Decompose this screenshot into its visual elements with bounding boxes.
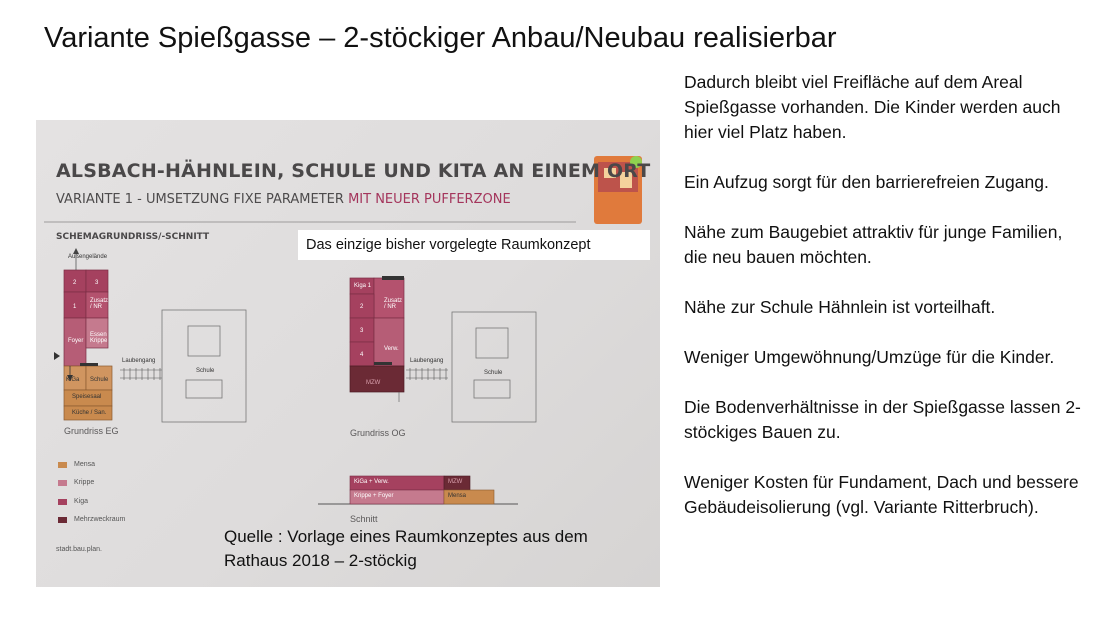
legend-swatch-krippe [58,480,67,486]
schema-label: SCHEMAGRUNDRISS/-SCHNITT [56,232,210,242]
label-og-laubengang: Laubengang [410,358,444,364]
overlay-note: Das einzige bisher vorgelegte Raumkonzept [298,230,650,260]
og-laubengang [406,368,448,380]
eg-school-building [162,310,246,422]
plan-heading: ALSBACH-HÄHNLEIN, SCHULE UND KITA AN EINEM ORT [56,160,651,182]
label-section-mzw: MZW [448,479,463,485]
caption-grundriss-eg: Grundriss EG [64,426,119,436]
plan-subtitle-main: VARIANTE 1 - UMSETZUNG FIXE PARAMETER [56,192,344,207]
legend-label-krippe: Krippe [74,479,95,486]
label-eg-kiga: KiGa [66,377,80,383]
legend-label-mensa: Mensa [74,461,96,468]
floor-plan-photo [36,120,660,587]
og-school-building [452,312,536,422]
paragraph-boden: Die Bodenverhältnisse in der Spießgasse lassen 2-stöckiges Bauen zu. [684,397,1081,442]
label-eg-laubengang: Laubengang [122,358,156,364]
brand-name: stadt.bau.plan. [56,546,102,553]
label-section-krippe-foyer: Krippe + Foyer [354,493,394,499]
paragraph-baugebiet: Nähe zum Baugebiet attraktiv für junge Familien, die neu bauen möchten. [684,222,1063,267]
label-section-kiga-verw: KiGa + Verw. [354,479,389,485]
legend-swatch-kiga [58,499,67,505]
benefits-text [684,70,1084,545]
label-og-verw: Verw. [384,346,399,352]
eg-laubengang [120,368,162,380]
label-eg-room-2: 2 [73,280,77,286]
label-og-room-2: 2 [360,304,364,310]
paragraph-kosten: Weniger Kosten für Fundament, Dach und bessere Gebäudeisolierung (vgl. Variante Ritterbruch). [684,472,1079,517]
label-eg-speisesaal: Speisesaal [72,394,102,400]
floor-plan-drawing [36,120,660,587]
source-caption: Quelle : Vorlage eines Raumkonzeptes aus dem Rathaus 2018 – 2-stöckig [224,527,588,570]
label-eg-kueche: Küche / San. [72,410,107,416]
label-eg-schule-building: Schule [196,368,215,374]
plan-subtitle [56,192,511,207]
label-section-mensa: Mensa [448,493,467,499]
label-eg-schule: Schule [90,377,109,383]
label-eg-zusatz: Zusatz / NR [90,298,109,310]
label-eg-essen: Essen Krippe [90,332,108,344]
legend-label-mehrzweckraum: Mehrzweckraum [74,516,126,523]
label-eg-foyer: Foyer [68,338,84,344]
label-og-kiga1: Kiga 1 [354,283,372,289]
caption-schnitt: Schnitt [350,514,378,524]
paragraph-freiflaeche: Dadurch bleibt viel Freifläche auf dem Areal Spießgasse vorhanden. Die Kinder werden auch hier viel Platz haben. [684,72,1061,142]
slide-title: Variante Spießgasse – 2-stöckiger Anbau/Neubau realisierbar [44,22,837,54]
plan-subtitle-accent: MIT NEUER PUFFERZONE [343,192,511,207]
paragraph-umgewoehnung: Weniger Umgewöhnung/Umzüge für die Kinder. [684,347,1055,367]
label-og-room-4: 4 [360,352,364,358]
section-drawing [318,476,518,504]
label-eg-room-3: 3 [95,280,99,286]
label-og-schule-building: Schule [484,370,503,376]
paragraph-schule: Nähe zur Schule Hähnlein ist vorteilhaft. [684,297,996,317]
legend-label-kiga: Kiga [74,498,89,505]
label-og-zusatz: Zusatz / NR [384,298,403,310]
label-eg-room-1: 1 [73,304,77,310]
label-og-room-3: 3 [360,328,364,334]
caption-grundriss-og: Grundriss OG [350,428,406,438]
legend-swatch-mensa [58,462,67,468]
paragraph-aufzug: Ein Aufzug sorgt für den barrierefreien Zugang. [684,172,1049,192]
label-og-mzw: MZW [366,380,381,386]
label-aussengelaende: Außengelände [68,254,108,260]
legend-swatch-mehrzweckraum [58,517,67,523]
